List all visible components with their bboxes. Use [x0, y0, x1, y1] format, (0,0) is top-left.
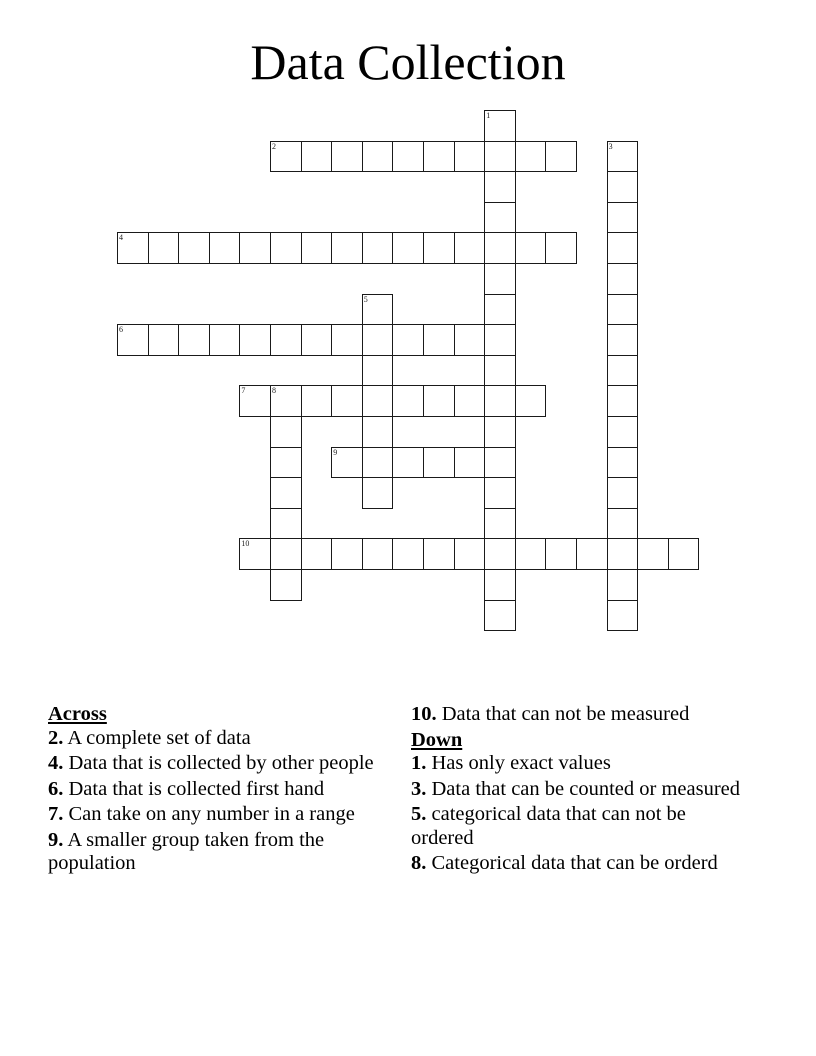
grid-cell[interactable] [454, 538, 486, 570]
grid-cell[interactable] [270, 508, 302, 540]
grid-cell[interactable] [270, 232, 302, 264]
clue-down-1: 1. Has only exact values [411, 752, 611, 774]
grid-cell[interactable] [270, 538, 302, 570]
grid-cell[interactable] [484, 385, 516, 417]
clue-number-label: 4 [119, 233, 123, 243]
grid-cell[interactable] [362, 416, 394, 448]
clue-number-label: 8 [272, 386, 276, 396]
grid-cell[interactable] [209, 232, 241, 264]
grid-cell[interactable] [331, 141, 363, 173]
clue-number-label: 3 [608, 141, 613, 151]
grid-cell[interactable] [331, 232, 363, 264]
grid-cell[interactable] [607, 294, 639, 326]
clue-down-3: 3. Data that can be counted or measured [411, 777, 741, 800]
grid-cell[interactable] [270, 477, 302, 509]
grid-cell[interactable] [423, 232, 455, 264]
grid-cell[interactable] [484, 569, 516, 601]
grid-cell[interactable] [392, 538, 424, 570]
grid-cell[interactable] [454, 324, 486, 356]
grid-cell[interactable] [362, 324, 394, 356]
grid-cell[interactable] [607, 600, 639, 632]
grid-cell[interactable] [362, 355, 394, 387]
grid-cell[interactable] [484, 447, 516, 479]
grid-cell[interactable] [607, 508, 639, 540]
grid-cell[interactable] [331, 324, 363, 356]
grid-cell[interactable] [270, 416, 302, 448]
grid-cell[interactable] [607, 263, 639, 295]
clue-across-10: 10. Data that can not be measured [411, 703, 690, 725]
grid-cell[interactable] [607, 569, 639, 601]
clue-number-label: 2 [272, 141, 276, 151]
grid-cell[interactable] [239, 538, 271, 570]
grid-cell[interactable] [484, 324, 516, 356]
grid-cell[interactable] [545, 141, 577, 173]
grid-cell[interactable] [362, 538, 394, 570]
clue-down-5: 5. categorical data that can not be ordered [411, 803, 686, 849]
across-heading: Across [48, 703, 107, 725]
grid-cell[interactable] [362, 447, 394, 479]
grid-cell[interactable] [484, 263, 516, 295]
clue-number-label: 1 [486, 111, 491, 120]
grid-cell[interactable] [484, 110, 516, 142]
grid-cell[interactable] [270, 569, 302, 601]
grid-cell[interactable] [515, 141, 547, 173]
clue-number-label: 7 [241, 386, 246, 396]
grid-cell[interactable] [270, 447, 302, 479]
grid-cell[interactable] [607, 447, 639, 479]
grid-cell[interactable] [117, 232, 149, 264]
grid-cell[interactable] [301, 538, 333, 570]
grid-cell[interactable] [362, 294, 394, 326]
grid-cell[interactable] [484, 171, 516, 203]
grid-cell[interactable] [607, 477, 639, 509]
grid-cell[interactable] [484, 508, 516, 540]
grid-cell[interactable] [331, 538, 363, 570]
grid-cell[interactable] [545, 232, 577, 264]
grid-cell[interactable] [423, 324, 455, 356]
grid-cell[interactable] [270, 385, 302, 417]
grid-cell[interactable] [362, 141, 394, 173]
clue-across-4: 4. Data that is collected by other people [48, 752, 374, 774]
grid-cell[interactable] [239, 385, 271, 417]
grid-cell[interactable] [392, 232, 424, 264]
grid-cell[interactable] [454, 141, 486, 173]
clue-number-label: 6 [119, 325, 123, 335]
grid-cell[interactable] [607, 232, 639, 264]
clue-number-label: 5 [363, 294, 368, 304]
grid-cell[interactable] [576, 538, 608, 570]
grid-cell[interactable] [362, 232, 394, 264]
clue-number-label: 9 [333, 447, 338, 457]
grid-cell[interactable] [423, 141, 455, 173]
clues-column-left [48, 703, 388, 878]
clue-number-label: 10 [241, 539, 250, 549]
grid-cell[interactable] [392, 447, 424, 479]
grid-cell[interactable] [607, 385, 639, 417]
clue-across-9: 9. A smaller group taken from the population [48, 828, 325, 874]
grid-cell[interactable] [484, 294, 516, 326]
grid-cell[interactable] [668, 538, 700, 570]
grid-cell[interactable] [454, 447, 486, 479]
grid-cell[interactable] [484, 416, 516, 448]
grid-cell[interactable] [423, 385, 455, 417]
grid-cell[interactable] [607, 416, 639, 448]
grid-cell[interactable] [301, 141, 333, 173]
grid-cell[interactable] [239, 232, 271, 264]
grid-cell[interactable] [484, 477, 516, 509]
grid-cell[interactable] [423, 538, 455, 570]
grid-cell[interactable] [484, 538, 516, 570]
grid-cell[interactable] [545, 538, 577, 570]
grid-cell[interactable] [607, 538, 639, 570]
clue-across-6: 6. Data that is collected first hand [48, 777, 325, 800]
grid-cell[interactable] [392, 324, 424, 356]
grid-cell[interactable] [331, 447, 363, 479]
grid-cell[interactable] [607, 355, 639, 387]
grid-cell[interactable] [484, 232, 516, 264]
grid-cell[interactable] [484, 600, 516, 632]
grid-cell[interactable] [392, 141, 424, 173]
grid-cell[interactable] [637, 538, 669, 570]
grid-cell[interactable] [454, 232, 486, 264]
grid-cell[interactable] [484, 141, 516, 173]
clue-across-7: 7. Can take on any number in a range [48, 803, 355, 825]
grid-cell[interactable] [607, 171, 639, 203]
grid-cell[interactable] [423, 447, 455, 479]
grid-cell[interactable] [607, 202, 639, 234]
grid-cell[interactable] [270, 324, 302, 356]
clue-across-2: 2. A complete set of data [48, 726, 251, 749]
grid-cell[interactable] [484, 202, 516, 234]
grid-cell[interactable] [178, 232, 210, 264]
grid-cell[interactable] [362, 385, 394, 417]
clue-down-8: 8. Categorical data that can be orderd [411, 852, 718, 874]
grid-cell[interactable] [484, 355, 516, 387]
grid-cell[interactable] [362, 477, 394, 509]
grid-cell[interactable] [301, 324, 333, 356]
clues-column-right [411, 703, 751, 878]
grid-cell[interactable] [331, 385, 363, 417]
grid-cell[interactable] [301, 385, 333, 417]
grid-cell[interactable] [515, 232, 547, 264]
grid-cell[interactable] [392, 385, 424, 417]
down-heading: Down [411, 728, 463, 751]
grid-cell[interactable] [607, 141, 639, 173]
grid-cell[interactable] [515, 385, 547, 417]
grid-cell[interactable] [301, 232, 333, 264]
grid-cell[interactable] [270, 141, 302, 173]
grid-cell[interactable] [454, 385, 486, 417]
grid-cell[interactable] [117, 324, 149, 356]
grid-cell[interactable] [148, 232, 180, 264]
grid-cell[interactable] [607, 324, 639, 356]
grid-cell[interactable] [178, 324, 210, 356]
page-title: Data Collection [250, 34, 566, 90]
grid-cell[interactable] [515, 538, 547, 570]
grid-cell[interactable] [239, 324, 271, 356]
grid-cell[interactable] [209, 324, 241, 356]
grid-cell[interactable] [148, 324, 180, 356]
